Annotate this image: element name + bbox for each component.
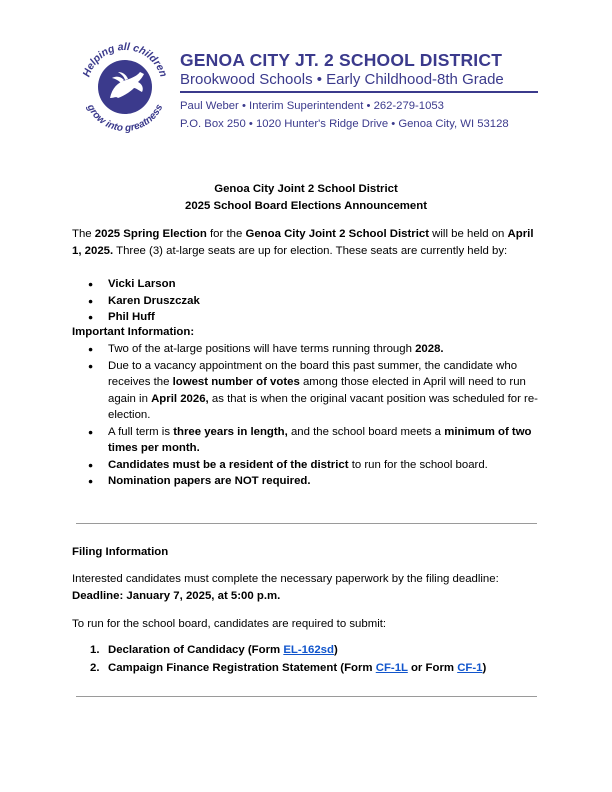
district-logo <box>74 36 176 138</box>
info-text: Two of the at-large positions will have terms running through <box>108 343 416 355</box>
info-text: and the school board meets a <box>287 425 445 438</box>
intro-text: The <box>72 228 95 240</box>
candidate-item: ● Karen Druszczak <box>72 293 542 310</box>
form-cf-1-link[interactable]: CF-1 <box>457 661 483 674</box>
form-el-162sd-link[interactable]: EL-162sd <box>283 644 334 656</box>
document-subtitle: 2025 School Board Elections Announcement <box>185 200 427 212</box>
info-text: to run for the school board. <box>348 458 488 471</box>
intro-text: will be held on <box>429 228 508 240</box>
requirements-paragraph: To run for the school board, candidates are required to submit: <box>72 618 387 630</box>
letterhead-divider <box>180 91 538 93</box>
filing-text: Interested candidates must complete the necessary paperwork by the filing deadline: <box>72 573 499 585</box>
info-bold: minimum of two times per month. <box>108 425 532 454</box>
intro-bold: 2025 Spring Election <box>94 228 207 240</box>
district-name: GENOA CITY JT. 2 SCHOOL DISTRICT <box>180 50 503 70</box>
info-bold: April 2026, <box>151 392 209 405</box>
form-item <box>72 642 542 660</box>
filing-paragraph <box>72 571 542 604</box>
candidate-item: ● Phil Huff <box>72 309 542 326</box>
info-item <box>72 457 542 474</box>
info-text: as that is when the original vacant position was scheduled for re-election. <box>108 392 538 421</box>
filing-heading: Filing Information <box>72 546 169 558</box>
info-bold: Nomination papers are NOT required. <box>108 475 311 487</box>
info-bold: Candidates must be a resident of the district <box>108 458 349 471</box>
required-forms-list <box>72 642 542 677</box>
form-text: or Form <box>407 661 458 674</box>
candidate-item: ● Vicki Larson <box>72 276 542 293</box>
intro-text: Three (3) at-large seats are up for election. These seats are currently held by: <box>113 244 508 257</box>
form-number: 1. <box>90 644 100 656</box>
district-address: P.O. Box 250 • 1020 Hunter's Ridge Drive • Genoa City, WI 53128 <box>180 118 509 130</box>
info-text: Due to a vacancy appointment on the board this past summer, the candidate who receives the <box>108 359 518 388</box>
info-bold: three years in length, <box>173 425 288 438</box>
intro-bold: April 1, 2025. <box>72 228 534 257</box>
filing-deadline: Deadline: January 7, 2025, at 5:00 p.m. <box>72 589 281 602</box>
intro-text: for the <box>206 228 246 240</box>
info-text: A full term is <box>108 425 174 438</box>
form-item <box>72 660 542 678</box>
important-info-list <box>72 341 542 490</box>
form-text: Declaration of Candidacy (Form <box>108 644 284 656</box>
logo-text-bottom: grow into greatness <box>84 102 166 135</box>
info-item <box>72 358 542 424</box>
form-text: ) <box>333 644 338 656</box>
form-text: ) <box>482 661 487 674</box>
section-divider <box>76 523 537 524</box>
superintendent-contact: Paul Weber • Interim Superintendent • 262-279-1053 <box>180 100 444 112</box>
document-title: Genoa City Joint 2 School District <box>214 183 398 195</box>
form-text: Campaign Finance Registration Statement (Form <box>108 661 376 674</box>
intro-bold: Genoa City Joint 2 School District <box>245 228 430 240</box>
info-item <box>72 473 542 490</box>
form-cf-1l-link[interactable]: CF-1L <box>375 661 408 674</box>
intro-paragraph <box>72 226 542 259</box>
logo-text-top: Helping all children <box>80 40 170 79</box>
info-bold: lowest number of votes <box>172 376 300 388</box>
section-divider <box>76 696 537 697</box>
info-item <box>72 424 542 457</box>
form-number: 2. <box>90 661 100 674</box>
info-bold: 2028. <box>415 343 444 355</box>
candidate-list <box>72 276 542 326</box>
important-heading: Important Information: <box>72 326 195 338</box>
info-item <box>72 341 542 358</box>
info-text: among those elected in April will need to run again in <box>108 376 526 405</box>
district-schools: Brookwood Schools • Early Childhood-8th Grade <box>180 71 504 88</box>
